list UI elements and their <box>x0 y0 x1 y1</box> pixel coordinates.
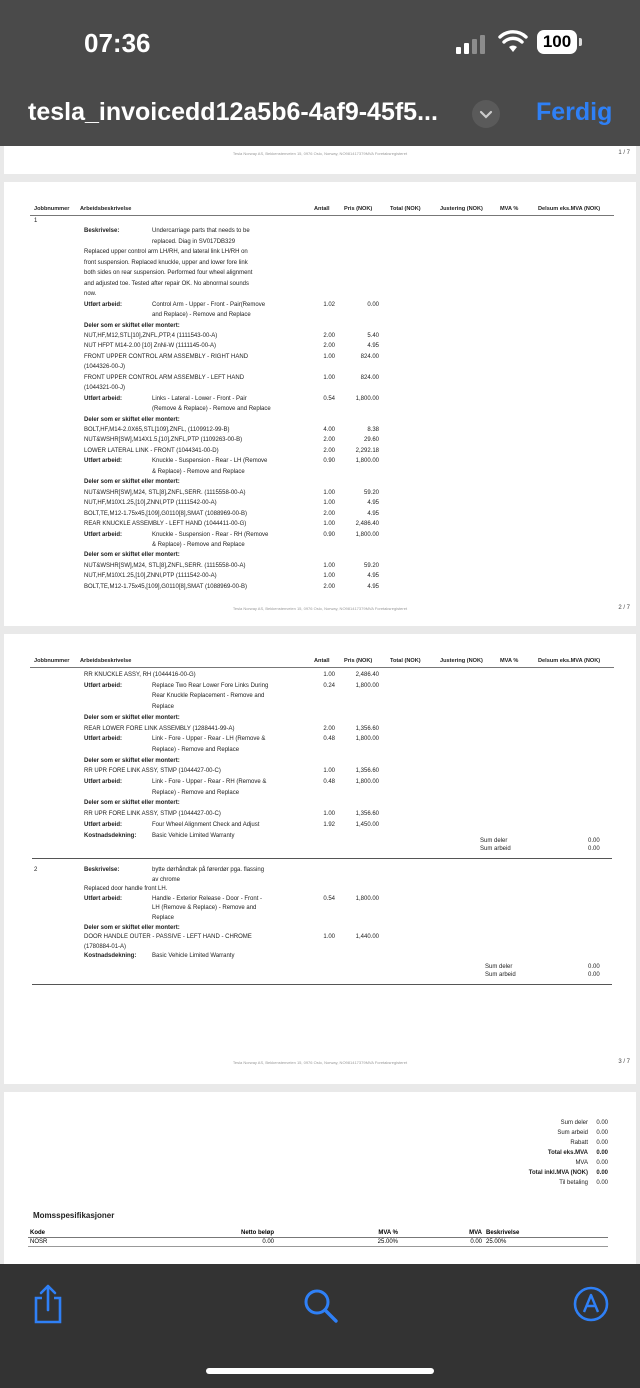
field-value: Link - Fore - Upper - Rear - RH (Remove & <box>152 779 267 785</box>
vat-header-vat: MVA <box>469 1230 482 1236</box>
table-row <box>4 704 636 712</box>
table-row <box>4 867 636 875</box>
field-value: Replace) - Remove and Replace <box>152 746 240 753</box>
col-total: Total (NOK) <box>390 206 421 212</box>
wifi-icon <box>498 30 528 54</box>
table-row <box>4 458 636 466</box>
line-price: 2,292.18 <box>355 447 379 454</box>
pdf-page-1 <box>4 146 636 174</box>
col-qty: Antall <box>314 206 330 212</box>
table-row <box>4 822 636 830</box>
line-price: 4.95 <box>367 500 379 507</box>
field-label: Utført arbeid: <box>84 895 122 902</box>
title-menu-button[interactable] <box>472 100 500 128</box>
line-quantity: 0.90 <box>323 531 335 538</box>
line-description: (1780884-01-A) <box>84 943 127 950</box>
col-price: Pris (NOK) <box>344 658 373 664</box>
table-row <box>4 573 636 581</box>
field-value: Replace Two Rear Lower Fore Links During <box>152 682 269 689</box>
total-value: 0.00 <box>596 1120 608 1126</box>
sum-parts-value: 0.00 <box>588 838 600 844</box>
total-value: 0.00 <box>596 1160 608 1166</box>
table-row <box>4 364 636 372</box>
line-price: 1,800.00 <box>355 531 379 538</box>
field-label: Kostnadsdekning: <box>84 832 137 839</box>
total-label: Rabatt <box>570 1140 588 1146</box>
sum-parts-label: Sum deler <box>480 838 508 844</box>
line-quantity: 2.00 <box>323 447 335 454</box>
field-label: Utført arbeid: <box>84 779 122 785</box>
field-value: (Remove & Replace) - Remove and Replace <box>152 406 271 413</box>
col-adjust: Justering (NOK) <box>440 206 483 212</box>
line-quantity: 1.00 <box>323 489 335 496</box>
table-row <box>4 877 636 885</box>
line-price: 4.95 <box>367 510 379 517</box>
table-row <box>4 260 636 268</box>
table-row <box>4 427 636 435</box>
vat-code: NOSR <box>30 1239 48 1245</box>
table-header <box>30 206 614 216</box>
line-quantity: 1.00 <box>323 573 335 580</box>
table-row <box>4 779 636 787</box>
done-button[interactable]: Ferdig <box>536 98 613 126</box>
total-value: 0.00 <box>596 1180 608 1186</box>
field-label: Deler som er skiftet eller montert: <box>84 479 180 486</box>
line-price: 1,356.60 <box>355 725 379 732</box>
table-row <box>4 281 636 289</box>
total-label: Total inkl.MVA (NOK) <box>528 1170 588 1176</box>
table-row <box>4 270 636 278</box>
line-price: 1,356.60 <box>355 811 379 818</box>
line-price: 0.00 <box>367 301 379 308</box>
line-price: 1,450.00 <box>355 821 379 828</box>
line-price: 2,486.40 <box>355 521 379 528</box>
table-row <box>4 333 636 341</box>
line-description: REAR KNUCKLE ASSEMBLY - LEFT HAND (1044411-00-G) <box>84 521 247 528</box>
line-price: 824.00 <box>360 353 379 360</box>
line-quantity: 0.54 <box>323 395 335 402</box>
battery-icon: 100 <box>537 30 577 54</box>
table-row <box>4 406 636 414</box>
table-row <box>4 490 636 498</box>
table-row <box>4 726 636 734</box>
line-price: 59.20 <box>363 562 379 569</box>
total-label: Sum arbeid <box>557 1130 588 1136</box>
field-value: replaced. Diag in SV017DB329 <box>152 238 236 245</box>
table-row <box>4 469 636 477</box>
vat-rate: 25.00% <box>377 1239 398 1245</box>
job-number: 1 <box>34 218 38 224</box>
line-description: now. <box>84 291 97 298</box>
table-row <box>4 747 636 755</box>
table-row <box>4 693 636 701</box>
table-row <box>4 552 636 560</box>
sum-parts-value: 0.00 <box>588 964 600 970</box>
line-description: NUT&WSHR[SW],M14X1.5,[10],ZNFL,PTP (1109263-00-B) <box>84 437 243 444</box>
share-icon[interactable] <box>32 1284 64 1324</box>
table-row <box>4 249 636 257</box>
line-description: both sides on rear suspension. Performed four wheel alignment <box>84 270 253 277</box>
line-description: NUT&WSHR[SW],M24, STL[8],ZNFL,SERR. (1115558-00-A) <box>84 489 246 496</box>
table-row <box>4 532 636 540</box>
table-row <box>4 715 636 723</box>
page-number: 1 / 7 <box>618 150 630 156</box>
table-row <box>4 479 636 487</box>
line-description: FRONT UPPER CONTROL ARM ASSEMBLY - LEFT HAND <box>84 374 245 381</box>
field-value: Replace <box>152 915 175 921</box>
status-time: 07:36 <box>84 28 151 58</box>
table-row <box>4 396 636 404</box>
cellular-signal-icon <box>456 34 488 54</box>
field-value: Links - Lateral - Lower - Front - Pair <box>152 395 247 402</box>
table-row <box>4 521 636 529</box>
table-row <box>4 905 636 913</box>
total-value: 0.00 <box>596 1140 608 1146</box>
home-indicator <box>206 1368 434 1374</box>
table-row <box>4 944 636 952</box>
field-value: Four Wheel Alignment Check and Adjust <box>152 821 260 828</box>
table-row <box>4 934 636 942</box>
line-description: and adjusted toe. Tested after repair OK. No abnormal sounds <box>84 280 249 287</box>
field-value: Undercarriage parts that needs to be <box>152 228 250 235</box>
status-bar <box>0 0 640 86</box>
line-description: FRONT UPPER CONTROL ARM ASSEMBLY - RIGHT HAND <box>84 353 249 360</box>
line-price: 1,356.60 <box>355 768 379 775</box>
col-vat: MVA % <box>500 658 519 664</box>
table-row <box>4 811 636 819</box>
line-price: 4.95 <box>367 573 379 580</box>
table-row <box>4 375 636 383</box>
line-price: 4.95 <box>367 583 379 590</box>
table-row <box>4 584 636 592</box>
table-row <box>4 354 636 362</box>
pdf-page-2 <box>4 182 636 626</box>
total-label: Total eks.MVA <box>547 1150 588 1156</box>
col-qty: Antall <box>314 658 330 664</box>
col-adjust: Justering (NOK) <box>440 658 483 664</box>
line-price: 5.40 <box>367 332 379 339</box>
pdf-page-3 <box>4 634 636 1084</box>
line-price: 59.20 <box>363 489 379 496</box>
line-price: 8.38 <box>367 427 379 433</box>
line-price: 824.00 <box>360 374 379 381</box>
vat-spec-title: Momsspesifikasjoner <box>33 1211 115 1220</box>
line-description: NUT HFPT M14-2.00 [10] ZnNi-W (1111145-00-A) <box>84 343 217 350</box>
field-label: Utført arbeid: <box>84 531 122 538</box>
table-row <box>4 228 636 236</box>
battery-tip <box>579 38 582 46</box>
pdf-viewer[interactable] <box>0 146 640 1264</box>
table-row <box>4 736 636 744</box>
field-label: Deler som er skiftet eller montert: <box>84 322 180 329</box>
table-row <box>4 239 636 247</box>
table-header <box>30 658 614 668</box>
line-quantity: 0.54 <box>323 895 335 902</box>
field-value: Replace <box>152 704 175 711</box>
field-label: Deler som er skiftet eller montert: <box>84 416 180 423</box>
table-row <box>4 915 636 923</box>
table-row <box>4 758 636 766</box>
line-quantity: 1.00 <box>323 353 335 360</box>
page-footer: Tesla Norway AS, Bekkenstenveien 15, 0976 Oslo, Norway, NO981417379MVA Foretaksregisteret <box>232 151 408 156</box>
line-description: BOLT,TE,M12-1.75x45,[109],G0110[8],SMAT (1088969-00-B) <box>84 510 247 517</box>
line-quantity: 1.92 <box>323 821 335 828</box>
total-value: 0.00 <box>596 1170 608 1176</box>
table-row <box>4 511 636 519</box>
vat-header-rate: MVA % <box>378 1230 398 1236</box>
field-label: Kostnadsdekning: <box>84 953 137 960</box>
field-value: Control Arm - Upper - Front - Pair(Remove <box>152 301 266 308</box>
job-separator <box>32 858 612 859</box>
line-price: 1,800.00 <box>355 682 379 689</box>
field-label: Utført arbeid: <box>84 395 122 402</box>
page-number: 2 / 7 <box>618 605 630 611</box>
table-row <box>4 896 636 904</box>
document-title[interactable]: tesla_invoicedd12a5b6-4af9-45f5... <box>28 98 438 126</box>
line-description: REAR LOWER FORE LINK ASSEMBLY (1288441-99-A) <box>84 725 235 732</box>
line-price: 1,800.00 <box>355 895 379 902</box>
line-quantity: 1.00 <box>323 768 335 775</box>
line-description: Replaced upper control arm LH/RH, and lateral link LH/RH on <box>84 249 248 256</box>
field-value: Basic Vehicle Limited Warranty <box>152 832 235 839</box>
line-description: Replaced door handle front LH. <box>84 886 168 893</box>
total-value: 0.00 <box>596 1150 608 1156</box>
table-row <box>4 385 636 393</box>
line-quantity: 2.00 <box>323 437 335 444</box>
line-price: 1,800.00 <box>355 395 379 402</box>
line-quantity: 1.00 <box>323 374 335 381</box>
field-value: Basic Vehicle Limited Warranty <box>152 953 235 960</box>
total-label: Sum deler <box>560 1120 588 1126</box>
line-quantity: 0.48 <box>323 779 335 785</box>
line-description: RR UPR FORE LINK ASSY, STMP (1044427-00-C) <box>84 811 221 818</box>
table-row <box>4 291 636 299</box>
line-quantity: 1.00 <box>323 500 335 507</box>
field-value: and Replace) - Remove and Replace <box>152 312 251 319</box>
line-quantity: 4.00 <box>323 427 335 433</box>
job-separator <box>32 984 612 985</box>
table-row <box>4 800 636 808</box>
table-row <box>4 953 636 961</box>
field-value: & Replace) - Remove and Replace <box>152 468 245 475</box>
line-description: (1044326-00-J) <box>84 364 126 371</box>
line-description: NUT,HF,M10X1.25,[10],ZNNI,PTP (1111542-00-A) <box>84 573 217 580</box>
line-quantity: 0.48 <box>323 736 335 743</box>
line-price: 1,800.00 <box>355 779 379 785</box>
col-total: Total (NOK) <box>390 658 421 664</box>
line-quantity: 1.00 <box>323 521 335 528</box>
table-row <box>4 833 636 841</box>
total-label: Til betaling <box>559 1180 588 1186</box>
vat-header-net: Netto beløp <box>241 1230 274 1236</box>
field-label: Beskrivelse: <box>84 867 120 873</box>
table-row <box>4 925 636 933</box>
markup-icon[interactable] <box>573 1286 609 1322</box>
line-quantity: 1.00 <box>323 934 335 941</box>
field-label: Deler som er skiftet eller montert: <box>84 552 180 559</box>
field-value: Replace) - Remove and Replace <box>152 789 240 796</box>
line-price: 1,800.00 <box>355 458 379 465</box>
line-quantity: 2.00 <box>323 725 335 732</box>
total-value: 0.00 <box>596 1130 608 1136</box>
line-quantity: 1.00 <box>323 562 335 569</box>
field-value: av chrome <box>152 876 181 883</box>
table-row <box>4 500 636 508</box>
table-row <box>4 683 636 691</box>
line-price: 4.95 <box>367 343 379 350</box>
sum-labor-value: 0.00 <box>588 846 600 852</box>
col-subtotal: Delsum eks.MVA (NOK) <box>538 206 601 212</box>
line-description: front suspension. Replaced knuckle, upper and lower fore link <box>84 259 248 266</box>
field-label: Utført arbeid: <box>84 736 122 743</box>
table-row <box>4 417 636 425</box>
field-value: LH (Remove & Replace) - Remove and <box>152 905 257 912</box>
table-row <box>4 312 636 320</box>
field-label: Utført arbeid: <box>84 821 122 828</box>
field-label: Utført arbeid: <box>84 682 122 689</box>
line-description: NUT,HF,M12,STL[10],ZNFL,PTP,4 (1111543-00-A) <box>84 332 218 339</box>
line-quantity: 1.00 <box>323 672 335 678</box>
chevron-down-icon <box>472 100 500 128</box>
table-row <box>4 302 636 310</box>
field-label: Deler som er skiftet eller montert: <box>84 757 180 764</box>
table-row <box>4 323 636 331</box>
table-row <box>4 886 636 894</box>
line-description: BOLT,HF,M14-2.0X65,STL[109],ZNFL, (1109912-99-B) <box>84 427 230 433</box>
field-value: & Replace) - Remove and Replace <box>152 541 245 548</box>
field-value: Rear Knuckle Replacement - Remove and <box>152 693 265 700</box>
field-value: bytte dørhåndtak på førerdør pga. flassing <box>152 867 265 873</box>
sum-labor-label: Sum arbeid <box>480 846 511 852</box>
page-footer: Tesla Norway AS, Bekkenstenveien 15, 0976 Oslo, Norway, NO981417379MVA Foretaksregisteret <box>232 606 408 611</box>
field-value: Handle - Exterior Release - Door - Front - <box>152 895 263 902</box>
line-description: RR KNUCKLE ASSY, RH (1044416-00-G) <box>84 672 196 678</box>
table-row <box>4 672 636 680</box>
col-vat: MVA % <box>500 206 519 212</box>
line-description: NUT&WSHR[SW],M24, STL[8],ZNFL,SERR. (1115558-00-A) <box>84 562 246 569</box>
line-description: BOLT,TE,M12-1.75x45,[109],G0110[8],SMAT (1088969-00-B) <box>84 583 247 590</box>
line-quantity: 2.00 <box>323 510 335 517</box>
line-quantity: 0.90 <box>323 458 335 465</box>
table-row <box>4 437 636 445</box>
line-quantity: 1.02 <box>323 301 335 308</box>
table-row <box>4 542 636 550</box>
vat-header-code: Kode <box>30 1230 45 1236</box>
col-job: Jobbnummer <box>34 658 70 664</box>
sum-labor-label: Sum arbeid <box>485 972 516 978</box>
table-row <box>4 790 636 798</box>
field-value: Knuckle - Suspension - Rear - RH (Remove <box>152 531 269 538</box>
col-desc: Arbeidsbeskrivelse <box>80 206 132 212</box>
page-footer: Tesla Norway AS, Bekkenstenveien 15, 0976 Oslo, Norway, NO981417379MVA Foretaksregisteret <box>232 1060 408 1065</box>
field-value: Link - Fore - Upper - Rear - LH (Remove & <box>152 736 266 743</box>
table-row <box>4 563 636 571</box>
total-label: MVA <box>575 1160 588 1166</box>
field-label: Utført arbeid: <box>84 301 122 308</box>
line-quantity: 0.24 <box>323 682 335 689</box>
field-label: Deler som er skiftet eller montert: <box>84 714 180 721</box>
vat-net: 0.00 <box>262 1239 274 1245</box>
line-price: 1,440.00 <box>355 934 379 941</box>
table-row <box>4 448 636 456</box>
col-price: Pris (NOK) <box>344 206 373 212</box>
line-quantity: 2.00 <box>323 343 335 350</box>
line-quantity: 2.00 <box>323 583 335 590</box>
vat-spec-table <box>28 1229 608 1247</box>
line-description: DOOR HANDLE OUTER - PASSIVE - LEFT HAND - CHROME <box>84 934 252 941</box>
field-label: Deler som er skiftet eller montert: <box>84 924 180 931</box>
vat-desc: 25.00% <box>486 1239 507 1245</box>
line-price: 1,800.00 <box>355 736 379 743</box>
page-number: 3 / 7 <box>618 1059 630 1065</box>
line-quantity: 2.00 <box>323 332 335 339</box>
col-job: Jobbnummer <box>34 206 70 212</box>
table-row <box>4 768 636 776</box>
line-description: RR UPR FORE LINK ASSY, STMP (1044427-00-C) <box>84 768 221 775</box>
vat-header-desc: Beskrivelse <box>486 1230 520 1236</box>
field-value: Knuckle - Suspension - Rear - LH (Remove <box>152 458 268 465</box>
vat-amount: 0.00 <box>470 1239 482 1245</box>
sum-parts-label: Sum deler <box>485 964 513 970</box>
field-label: Beskrivelse: <box>84 228 120 235</box>
field-label: Deler som er skiftet eller montert: <box>84 800 180 807</box>
col-desc: Arbeidsbeskrivelse <box>80 658 132 664</box>
line-description: NUT,HF,M10X1.25,[10],ZNNI,PTP (1111542-00-A) <box>84 500 217 507</box>
sum-labor-value: 0.00 <box>588 972 600 978</box>
table-row <box>4 218 636 226</box>
line-price: 29.60 <box>363 437 379 444</box>
field-label: Utført arbeid: <box>84 458 122 465</box>
line-price: 2,486.40 <box>355 672 379 678</box>
col-subtotal: Delsum eks.MVA (NOK) <box>538 658 601 664</box>
line-quantity: 1.00 <box>323 811 335 818</box>
line-description: (1044321-00-J) <box>84 385 126 392</box>
search-icon[interactable] <box>303 1288 339 1324</box>
job-number: 2 <box>34 867 38 873</box>
line-description: LOWER LATERAL LINK - FRONT (1044341-00-D) <box>84 447 219 454</box>
table-row <box>4 343 636 351</box>
